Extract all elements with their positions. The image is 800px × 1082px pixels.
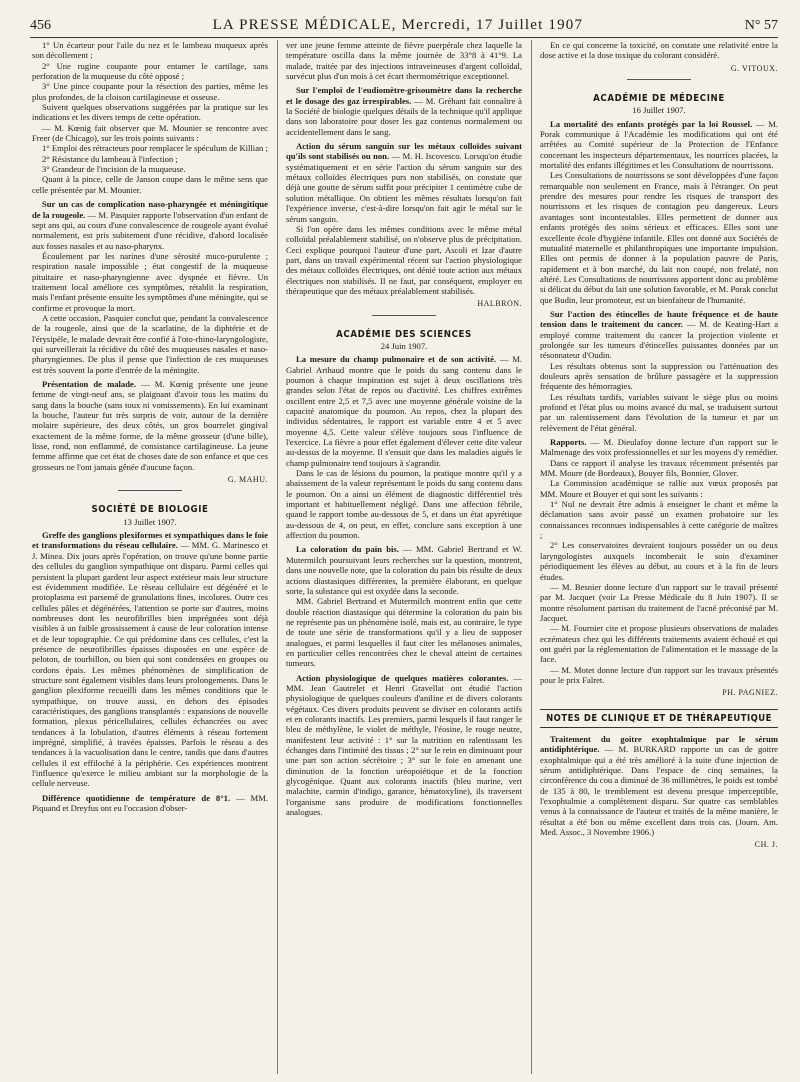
issue-number: N° 57 bbox=[744, 18, 778, 33]
article-heading: La mesure du champ pulmonaire et de son activité. bbox=[296, 354, 497, 365]
article bbox=[286, 85, 522, 137]
article-body: — M. Gréhant fait connaître à la Société de biologie quelques détails de la technique qu'il applique dans son laboratoire pour doser les gaz contenus normalement ou accidentellement dans le sang. bbox=[286, 95, 522, 137]
section-title: ACADÉMIE DES SCIENCES bbox=[336, 328, 472, 340]
article-body: — MM. Piquand et Dreyfus ont eu l'occasion d'obser- bbox=[32, 792, 268, 814]
separator bbox=[627, 79, 691, 80]
paragraph: Si l'on opère dans les mêmes conditions avec le même métal colloïdal préalablement stabilisé, on n'observe plus de précipitation. Ceci explique pourquoi l'auteur d'une part, Ascoli et Izar d'autre part, dans un travail expérimental récent sur l'action physiologique des métaux colloïdes électriques, ont dénié toute action aux métaux électriques non stabilisés. Il ne faut, par conséquent, employer en thérapeutique que des métaux préalablement stabilisés. bbox=[286, 223, 522, 296]
page-header bbox=[30, 12, 778, 38]
paragraph: — M. Fournier cite et propose plusieurs observations de malades eczémateux chez qui les différents traitements avaient échoué et qui ont guéri par la réglementation de l'alimentation et le massage de la face. bbox=[540, 623, 778, 665]
article-heading: Présentation de malade. bbox=[42, 379, 136, 389]
column-1 bbox=[32, 40, 268, 1074]
section-title-box: NOTES DE CLINIQUE ET DE THÉRAPEUTIQUE bbox=[540, 709, 778, 728]
paragraph: 3° Grandeur de l'incision de la muqueuse. bbox=[42, 164, 186, 175]
article bbox=[32, 530, 268, 789]
article bbox=[540, 309, 778, 361]
column-divider bbox=[531, 40, 532, 1074]
article-body: — M. Dieulafoy donne lecture d'un rapport sur le Malmenage des voix professionnelles et sur les moyens d'y remédier. bbox=[540, 437, 778, 458]
section-title: SOCIÉTÉ DE BIOLOGIE bbox=[91, 504, 209, 516]
article-body: — MM. G. Marinesco et J. Minea. Dix jours après l'opération, on trouve qu'une bonne partie des cellules du ganglion sympathique ont disparu. Parmi celles qui persistent la plupart gardent leur aspect extérieur mais leur structure est évidemment modifiée. Le réseau cellulaire est dégénéré et le protoplasma est parsemé de granulations fines, incolores. Outre ces cellules pâles et dégénérées, l'attention se porte sur d'autres, moins nombreuses dont les neurofibrilles bien imprégnées sont déjà visibles à un faible grossissement à cause de leur coloration intense et de leur topographie. Ce qui prédomine dans ces cellules, c'est la présence de neurofibrilles épaisses disposées en une espèce de peloton, de tourbillon, ou bien qui sont condensées en groupes ou cordons épais. Les mêmes phénomènes de simplification de structure sont également visibles dans leurs prolongements. Dans le ganglion plexiforme recueilli dans les mêmes conditions que le sympathique, on trouve aussi, en dehors des épisodes caractéristiques, des ganglions transplantés : expansions de nouvelle formation, plexus péricellulaires, cellules échancrées ou avec tendances à la lobulation, d'autres éléments à réseau fortement imprégné, simplifié, à travées épaisses. Parfois le réseau a des tendances à la vacuolisation dans le centre, tandis que dans d'autres cellules il est effiloché à la périphérie. Ces expériences montrent l'influence qu'exerce le milieu ambiant sur la morphologie de la cellule nerveuse. bbox=[32, 540, 268, 789]
section-title: ACADÉMIE DE MÉDECINE bbox=[593, 93, 725, 105]
article bbox=[540, 119, 778, 171]
paragraph: 2° Les conservatoires devraient toujours posséder un ou deux laryngologistes auxquels incomberait le soin d'examiner périodiquement les élèves au début, au cours et à la fin de leurs études. bbox=[540, 540, 778, 582]
paragraph: 3° Une pince coupante pour la résection des parties, même les plus profondes, de la cloison cartilagineuse et osseuse. bbox=[32, 81, 268, 102]
paragraph: Dans ce rapport il analyse les travaux récemment présentés par MM. Moure (de Bordeaux), Bouyer fils, Bonnier, Glover. bbox=[540, 457, 778, 479]
article-heading: Traitement du goitre exophtalmique par le sérum antidiphtérique. bbox=[540, 733, 778, 755]
paragraph: 2° Résistance du lambeau à l'infection ; bbox=[42, 153, 178, 164]
article-heading: La mortalité des enfants protégés par la loi Roussel. bbox=[550, 118, 753, 129]
section-date: 13 Juillet 1907. bbox=[123, 516, 177, 527]
column-3 bbox=[540, 40, 778, 1074]
article bbox=[540, 437, 778, 458]
separator bbox=[118, 490, 182, 491]
signature: HALBRON. bbox=[477, 299, 522, 309]
article-body: — M. de Keating-Hart a employé comme traitement du cancer la projection violente et prolongée sur les tumeurs d'étincelles puissantes données par un résonnateur d'Oudin. bbox=[540, 319, 778, 361]
paragraph: A cette occasion, Pasquier conclut que, pendant la convalescence de la rougeole, ainsi que de la scarlatine, de la diphtérie et de l'érysipèle, le malade devrait être confié à l'oto-rhino-laryngologiste, qui surveillerait la récidive du côté des muqueuses nasales et naso-pharyngiennes. De plus il pense que l'infection de ces muqueuses est très souvent la porte d'entrée de la méningite. bbox=[32, 312, 268, 375]
paragraph: Suivent quelques observations suggérées par la pratique sur les indications et les divers temps de cette opération. bbox=[32, 102, 268, 123]
paragraph: Les résultats tardifs, variables suivant le siège plus ou moins profond et l'état plus ou moins avancé du mal, se traduisent surtout par un ralentissement dans l'évolution de la tumeur et par un relèvement de l'état général. bbox=[540, 391, 778, 433]
article-body: — M. BURKARD rapporte un cas de goitre exophtalmique qui a été très amélioré à la suite d'une injection de sérum antidiphtérique. Dans l'espace de cinq semaines, la circonférence du cou a diminué de 36 millimètres, le poids est tombé de 135 à 80, le tremblement est devenu presque imperceptible, l'exophtalmie a complètement disparu. Sur quatre cas semblables venus à la connaissance de l'auteur et traités de la même manière, le résultat a été bon ou même excellent dans trois cas. (Journ. Am. Med. Assoc., 3 Novembre 1906.) bbox=[540, 744, 778, 838]
paragraph: 2° Une rugine coupante pour entamer le cartilage, sans perforation de la muqueuse du côté opposé ; bbox=[32, 60, 268, 82]
column-divider bbox=[277, 40, 278, 1074]
paragraph: 1° Emploi des rétracteurs pour remplacer le spéculum de Killian ; bbox=[42, 143, 268, 154]
article-body: — M. Kœnig présente une jeune femme de vingt-neuf ans, se plaignant d'avoir tous les matins du sang dans la bouche (sans toux ni vomissements). En lui examinant la bouche, l'auteur fut très surpris de voir, autour de la dernière molaire supérieure, des deux côtés, un gros bourrelet gingival exactement de la même forme, de la même grosseur (d'une bille), lisse, rond, non enflammé, de consistance cartilagineuse. La jeune femme affirme que cet état de choses date de son enfance et que ces grosseurs ne l'ont jamais gênée d'aucune façon. bbox=[32, 379, 268, 472]
article-body: — M. H. Iscovesco. Lorsqu'on étudie systématiquement et en série l'action du sérum sanguin sur des métaux colloïdes électriques purs non stabilisés, on constate que déjà une goutte de sérum suffit pour précipiter 1 centimètre cube de solution métallique. On obtient les mêmes résultats lorsqu'on fait l'expérience inverse, c'est-à-dire lorsqu'on fait agir le métal sur le sérum sanguin. bbox=[286, 151, 522, 224]
article-heading: Sur l'emploi de l'eudiomètre-grisoumètre dans la recherche et le dosage des gaz irrespirables. bbox=[286, 85, 522, 106]
article-heading: Action du sérum sanguin sur les métaux colloïdes suivant qu'ils sont stabilisés ou non. bbox=[286, 141, 522, 162]
paragraph: 1° Nul ne devrait être admis à enseigner le chant et même la déclamation sans avoir passé un examen probatoire sur les connaissances reconnues indispensables à cette catégorie de maîtres ; bbox=[540, 499, 778, 541]
paragraph: 1° Un écarteur pour l'aile du nez et le lambeau muqueux après son décollement ; bbox=[32, 40, 268, 61]
signature: G. MAHU. bbox=[227, 475, 268, 485]
page-number: 456 bbox=[30, 18, 51, 33]
article-heading: La coloration du pain bis. bbox=[296, 544, 399, 555]
article-heading: Sur l'action des étincelles de haute fréquence et de haute tension dans le traitement du cancer. bbox=[540, 308, 778, 330]
paragraph: En ce qui concerne la toxicité, on constate une relativité entre la dose active et la dose toxique du colorant considéré. bbox=[540, 40, 778, 61]
signature: PH. PAGNIEZ. bbox=[722, 688, 778, 698]
signature: CH. J. bbox=[754, 840, 778, 850]
article bbox=[286, 544, 522, 596]
article-body: — M. Porak communique à l'Académie les modifications qui ont été arrêtées au Comité supérieur de la Protection de l'Enfance concernant les inspecteurs départementaux, les nourrices placées, la mortalité des enfants illégitimes et les Consultations de nourrissons. bbox=[540, 118, 778, 171]
article-heading: Rapports. bbox=[550, 437, 587, 448]
journal-title: LA PRESSE MÉDICALE, Mercredi, 17 Juillet 1907 bbox=[212, 17, 584, 33]
article-body: — M. Gabriel Arthaud montre que le poids du sang contenu dans le poumon à chaque inspiration est sujet à deux oscillations très grandes selon l'état de repos ou d'activité. Les chiffres extrêmes oscillent entre 2,5 et 7,5 avec une moyenne générale voisine de la capacité anatomique du poumon. Au repos, chez la plupart des individus sédentaires, le rapport est variable entre 4 et 5 avec moyenne 4,5. Cette valeur s'élève toujours sous l'influence de l'exercice. La fièvre a pour effet également d'élever cette dite valeur au-dessus de la moyenne. Il s'ensuit que dans les maladies aiguës le champ pulmonaire tend toujours à s'agrandir. bbox=[286, 354, 522, 468]
paragraph: Écoulement par les narines d'une sérosité muco-purulente ; respiration nasale impossible ; état congestif de la muqueuse pituitaire et naso-pharyngienne avec dyspnée et fièvre. Un traitement local améliore ces symptômes, rétablit la respiration, mais l'enfant présente ensuite les symptômes d'une méningite, qui se confirme et provoque la mort. bbox=[32, 250, 268, 313]
article-heading: Différence quotidienne de température de 8°1. bbox=[42, 792, 231, 803]
paragraph: Quant à la pince, celle de Janson coupe dans le même sens que celle présentée par M. Mounier. bbox=[32, 174, 268, 195]
article bbox=[286, 354, 522, 468]
paragraph: La Commission académique se rallie aux vœux proposés par MM. Moure et Bouyer et qui sont les suivants : bbox=[540, 478, 778, 499]
article-body: — MM. Gabriel Bertrand et W. Mutermilch poursuivant leurs recherches sur la question, montrent, dans une nouvelle note, que la coloration du pain bis résulte de deux actions diastasiques différentes, la première élaborant, en quelque sorte, la substance qui est oxydée dans la seconde. bbox=[286, 544, 522, 596]
article bbox=[286, 141, 522, 224]
article-body: — MM. Jean Gautrelet et Henri Gravellat ont étudié l'action physiologique de quelques couleurs d'aniline et de divers colorants végétaux. Ces divers produits peuvent se diviser en colorants actifs et en colorants inactifs. Les premiers, parmi lesquels il faut ranger le bleu de méthylène, le violet de méthyle, l'éosine, le rouge neutre, manifestent leur activité : 1° sur la nutrition en ralentissant les échanges dans l'intimité des tissus ; 2° sur le rein en diminuant pour une part son action sécrétoire ; 3° sur le foie en amenant une diminution de la fonction uréopoiétique et de la fonction glycogénique. Quant aux colorants inactifs (bleu marine, vert malachite, carmin d'indigo, garance, hématoxyline), ils traversent l'organisme sans produire de modifications fonctionnelles analogues. bbox=[286, 672, 522, 818]
paragraph: — M. Motet donne lecture d'un rapport sur les travaux présentés pour le prix Falret. bbox=[540, 664, 778, 685]
paragraph: Les Consultations de nourrissons se sont développées d'une façon remarquable non seulement en France, mais à l'étranger. On peut prendre des mesures pour rendre les risques de transport des nourrissons et les risques de contagion peu dangereux. Leurs avantages sont incontestables. Elles permettent de donner aux enfants protégés des soins sérieux et efficaces. Elles sont une excellente école d'hygiène infantile. Elles ont donné aux Sociétés de mutualité maternelle et philanthropiques une importante impulsion. Elles ont permis de donner à la population pauvre de Paris, rapidement et à bon marché, du lait non coupé, non frelaté, non altéré. Les Consultations de nourrissons apportent donc au problème si délicat du début du lait une solution favorable, et M. Porak conclut que Budin, leur promoteur, est un bienfaiteur de l'humanité. bbox=[540, 170, 778, 305]
section-date: 16 Juillet 1907. bbox=[632, 105, 686, 116]
article-heading: Greffe des ganglions plexiformes et sympathiques dans le foie et transformations du réseau cellulaire. bbox=[32, 530, 268, 551]
paragraph: — M. Kœnig fait observer que M. Mounier se rencontre avec Freer (de Chicago), sur les trois points suivants : bbox=[32, 122, 268, 144]
article bbox=[286, 673, 522, 818]
article bbox=[540, 734, 778, 837]
column-2 bbox=[286, 40, 522, 1074]
section-date: 24 Juin 1907. bbox=[380, 340, 428, 351]
paragraph: Les résultats obtenus sont la suppression ou l'atténuation des douleurs après sensation de brûlure passagère et la suppression fréquente des hémorragies. bbox=[540, 360, 778, 392]
paragraph: — M. Besnier donne lecture d'un rapport sur le travail présenté par M. Jacquet (voir La Presse Médicale du 8 Juin 1907). Il se montre résolument partisan du traitement de l'acné préconisé par M. Jacquet. bbox=[540, 581, 778, 623]
paragraph: Dans le cas de lésions du poumon, la pratique montre qu'il y a abaissement de la valeur représentant le poids du sang contenu dans le poumon. On a ainsi un élément de diagnostic différentiel très important et habituellement négligé. Dans une affection fébrile, quand le rapport tombe au-dessous de 5, et dans un état apyrétique au-dessous de 4, on peut, en effet, conclure sans exception à une affection du poumon. bbox=[286, 468, 522, 541]
article-heading: Action physiologique de quelques matières colorantes. bbox=[296, 672, 509, 683]
article bbox=[32, 793, 268, 814]
paragraph: ver une jeune femme atteinte de fièvre puerpérale chez laquelle la température oscilla dans la même journée de 33°8 à 41°9. La malade, traitée par des injections intraveineuses d'argent colloïdal, survécut plus d'un mois à cet écart thermométrique exceptionnel. bbox=[286, 40, 522, 82]
article bbox=[32, 199, 268, 251]
article-body: — M. Pasquier rapporte l'observation d'un enfant de sept ans qui, au cours d'une convalescence de rougeole ayant évolué normalement, est pris subitement d'une récidive, d'abord localisée aux fosses nasales et au naso-pharynx. bbox=[32, 209, 268, 251]
separator bbox=[372, 315, 436, 316]
paragraph: MM. Gabriel Bertrand et Mutermilch montrent enfin que cette double réaction diastasique qui détermine la coloration du pain bis ne représente pas un phénomène isolé, mais est, au contraire, le type de toute une série de transformations qu'il y a lieu de supposer analogues, et parmi lesquelles il faut citer les mélanoses animales, en particulier celles rencontrées chez le cheval atteint de certaines tumeurs. bbox=[286, 596, 522, 669]
article bbox=[32, 379, 268, 472]
article-heading: Sur un cas de complication naso-pharyngée et méningitique de la rougeole. bbox=[32, 199, 268, 220]
signature: G. VITOUX. bbox=[730, 63, 778, 73]
